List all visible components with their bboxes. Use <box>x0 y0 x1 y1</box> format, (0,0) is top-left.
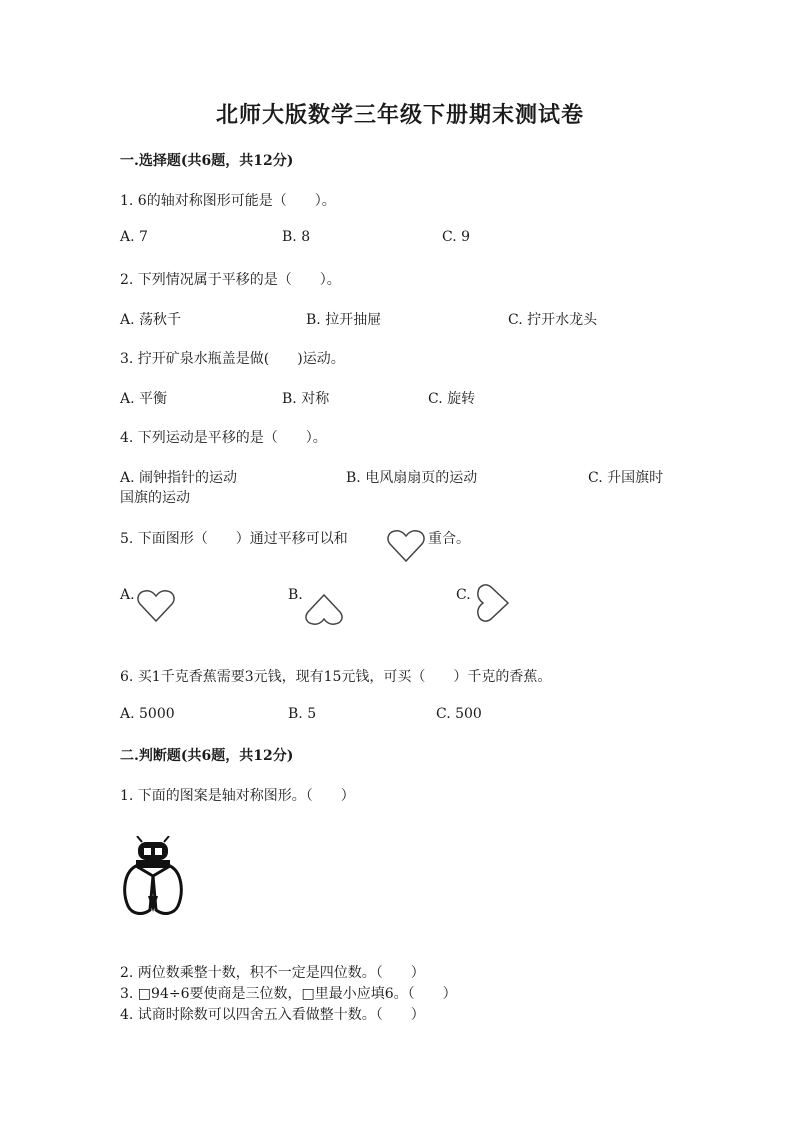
question-1-stem: 1. 6的轴对称图形可能是（ ）。 <box>120 193 336 209</box>
judgment-4-stem: 4. 试商时除数可以四舍五入看做整十数。（ ） <box>120 1007 425 1023</box>
question-1-option-a: A. 7 <box>120 229 148 245</box>
question-5-option-c: C. <box>456 587 471 603</box>
question-3-option-c: C. 旋转 <box>428 391 476 407</box>
target-heart-shape <box>386 528 426 564</box>
question-2-option-a: A. 荡秋千 <box>120 312 182 328</box>
question-1-option-b: B. 8 <box>282 229 311 245</box>
question-5-stem-after: 重合。 <box>428 531 470 547</box>
question-3-option-a: A. 平衡 <box>120 391 168 407</box>
option-b-inverted-heart-shape <box>303 592 345 626</box>
question-6-option-a: A. 5000 <box>120 706 175 722</box>
question-4-option-b: B. 电风扇扇页的运动 <box>346 470 478 486</box>
question-6-stem: 6. 买1千克香蕉需要3元钱，现有15元钱，可买（ ）千克的香蕉。 <box>120 669 552 685</box>
judgment-3-stem: 3. □94÷6要使商是三位数，□里最小应填6。（ ） <box>120 986 457 1002</box>
page-title: 北师大版数学三年级下册期末测试卷 <box>215 102 584 128</box>
option-c-rotated-heart-shape <box>470 582 512 624</box>
question-2-option-b: B. 拉开抽屉 <box>306 312 382 328</box>
question-4-stem: 4. 下列运动是平移的是（ ）。 <box>120 430 327 446</box>
question-5-option-a: A. <box>120 587 135 603</box>
question-5-option-b: B. <box>288 587 303 603</box>
judgment-1-stem: 1. 下面的图案是轴对称图形。（ ） <box>120 788 355 804</box>
question-4-option-c: C. 升国旗时 <box>588 470 664 486</box>
question-6-option-b: B. 5 <box>288 706 317 722</box>
question-2-option-c: C. 拧开水龙头 <box>508 312 598 328</box>
section-heading-choice: 一.选择题(共6题，共12分) <box>120 153 294 169</box>
question-4-option-a: A. 闹钟指针的运动 <box>120 470 238 486</box>
section-heading-judgment: 二.判断题(共6题，共12分) <box>120 748 294 764</box>
option-a-heart-shape <box>135 588 177 624</box>
cicada-picture <box>120 836 186 920</box>
question-1-option-c: C. 9 <box>442 229 471 245</box>
question-3-option-b: B. 对称 <box>282 391 330 407</box>
question-3-stem: 3. 拧开矿泉水瓶盖是做( )运动。 <box>120 351 345 367</box>
question-5-stem-before: 5. 下面图形（ ）通过平移可以和 <box>120 531 348 547</box>
question-6-option-c: C. 500 <box>436 706 482 722</box>
judgment-2-stem: 2. 两位数乘整十数，积不一定是四位数。（ ） <box>120 965 425 981</box>
question-2-stem: 2. 下列情况属于平移的是（ ）。 <box>120 272 341 288</box>
question-4-option-c-wrap: 国旗的运动 <box>120 490 190 506</box>
